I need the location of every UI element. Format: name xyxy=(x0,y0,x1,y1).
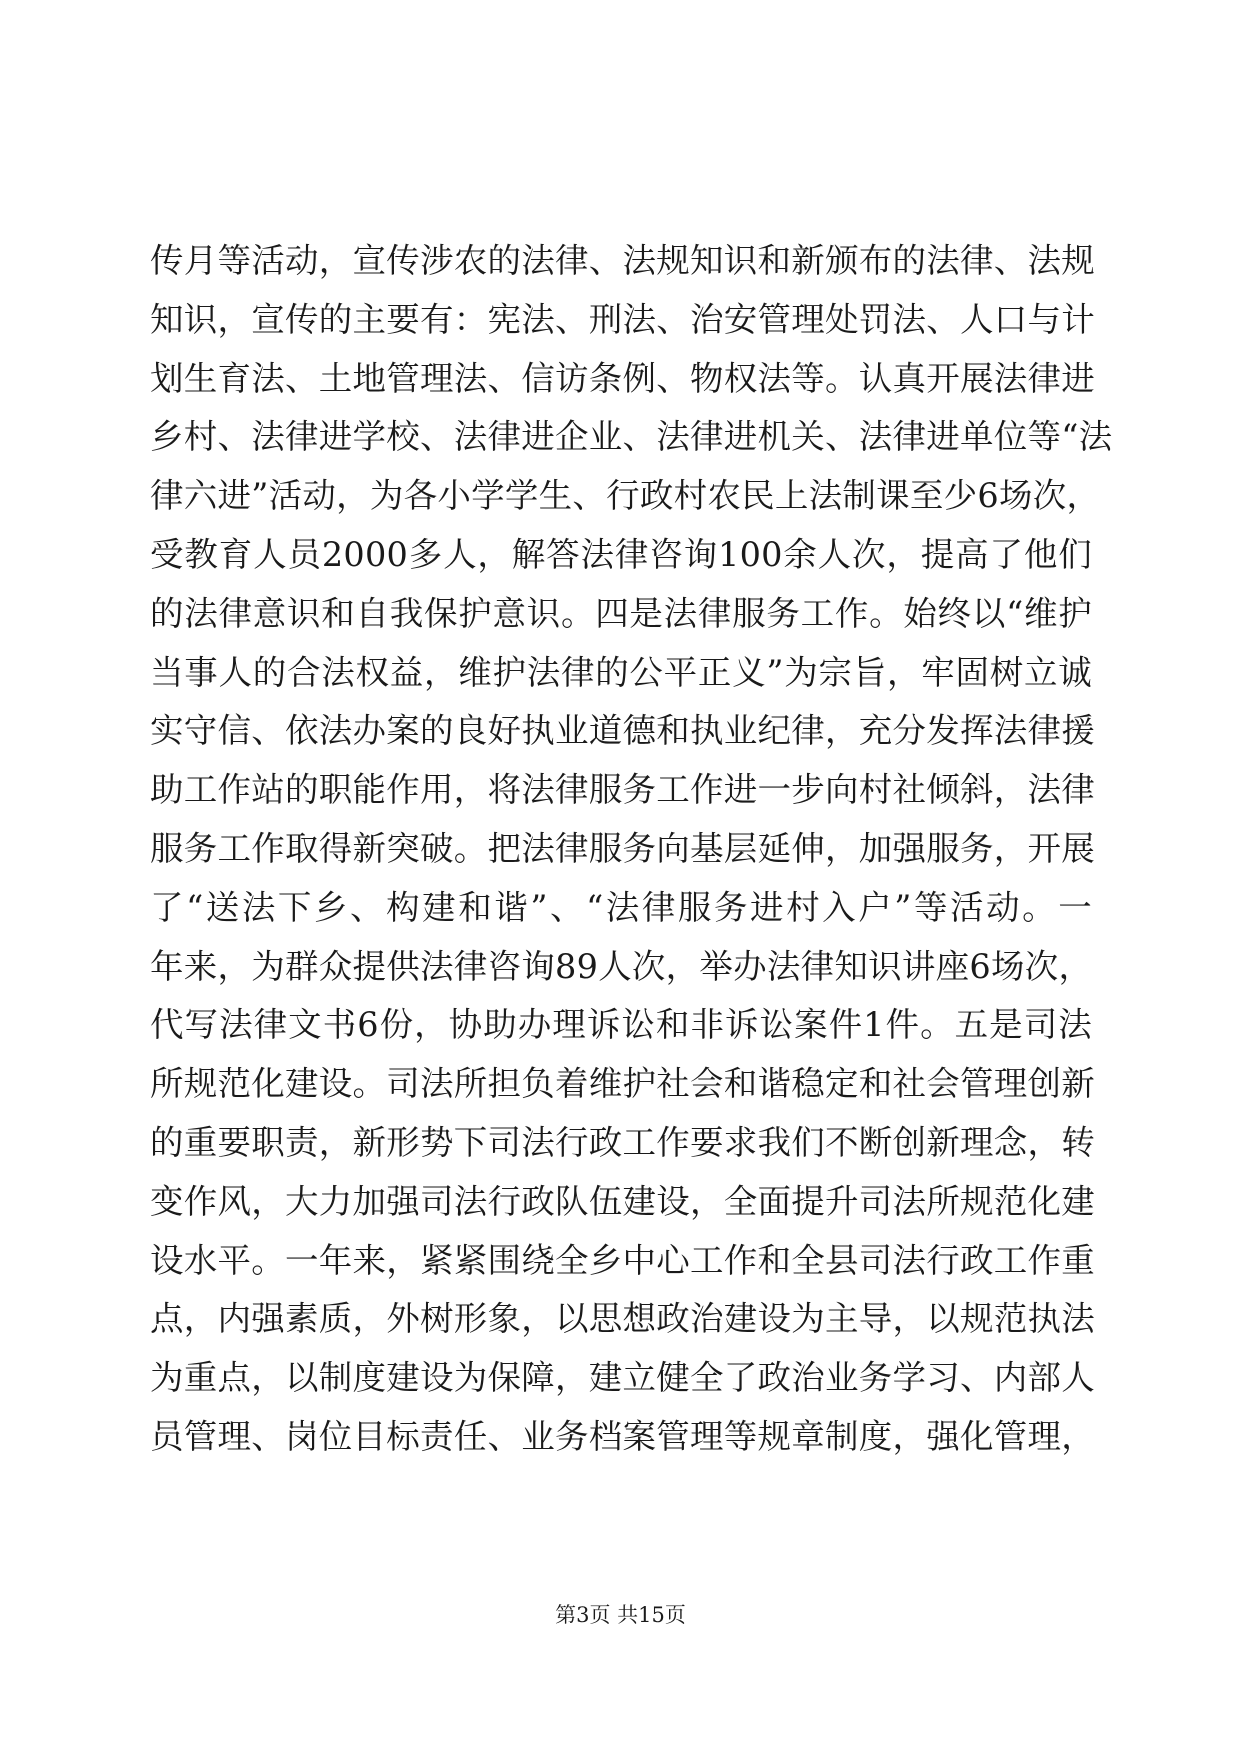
text-line: 年来，为群众提供法律咨询89人次，举办法律知识讲座6场次， xyxy=(150,946,1093,986)
text-line: 所规范化建设。司法所担负着维护社会和谐稳定和社会管理创新 xyxy=(150,1064,1095,1104)
text-line: 划生育法、土地管理法、信访条例、物权法等。认真开展法律进 xyxy=(150,358,1095,398)
text-line: 代写法律文书6份，协助办理诉讼和非诉讼案件1件。五是司法 xyxy=(150,1005,1092,1045)
text-line: 服务工作取得新突破。把法律服务向基层延伸，加强服务，开展 xyxy=(150,828,1095,868)
text-line: 当事人的合法权益，维护法律的公平正义”为宗旨，牢固树立诚 xyxy=(150,652,1092,692)
text-line: 了“送法下乡、构建和谐”、“法律服务进村入户”等活动。一 xyxy=(150,887,1092,927)
text-line: 知识，宣传的主要有：宪法、刑法、治安管理处罚法、人口与计 xyxy=(150,299,1095,339)
text-line: 的法律意识和自我保护意识。四是法律服务工作。始终以“维护 xyxy=(150,593,1092,633)
text-line: 为重点，以制度建设为保障，建立健全了政治业务学习、内部人 xyxy=(150,1358,1095,1398)
text-line: 员管理、岗位目标责任、业务档案管理等规章制度，强化管理， xyxy=(150,1416,1095,1456)
text-line: 乡村、法律进学校、法律进企业、法律进机关、法律进单位等“法 xyxy=(150,417,1113,457)
page-number-footer: 第3页 共15页 xyxy=(555,1603,686,1627)
text-line: 受教育人员2000多人，解答法律咨询100余人次，提高了他们 xyxy=(150,534,1092,574)
body-text xyxy=(150,232,1113,1467)
text-line: 点，内强素质，外树形象，以思想政治建设为主导，以规范执法 xyxy=(150,1299,1095,1339)
text-line: 传月等活动，宣传涉农的法律、法规知识和新颁布的法律、法规 xyxy=(150,241,1095,280)
text-line: 变作风，大力加强司法行政队伍建设，全面提升司法所规范化建 xyxy=(150,1181,1095,1221)
text-line: 助工作站的职能作用，将法律服务工作进一步向村社倾斜，法律 xyxy=(150,770,1095,810)
text-line: 设水平。一年来，紧紧围绕全乡中心工作和全县司法行政工作重 xyxy=(150,1240,1095,1280)
text-line: 律六进”活动，为各小学学生、行政村农民上法制课至少6场次， xyxy=(150,476,1101,516)
text-line: 的重要职责，新形势下司法行政工作要求我们不断创新理念，转 xyxy=(150,1122,1095,1162)
text-line: 实守信、依法办案的良好执业道德和执业纪律，充分发挥法律援 xyxy=(150,711,1095,751)
